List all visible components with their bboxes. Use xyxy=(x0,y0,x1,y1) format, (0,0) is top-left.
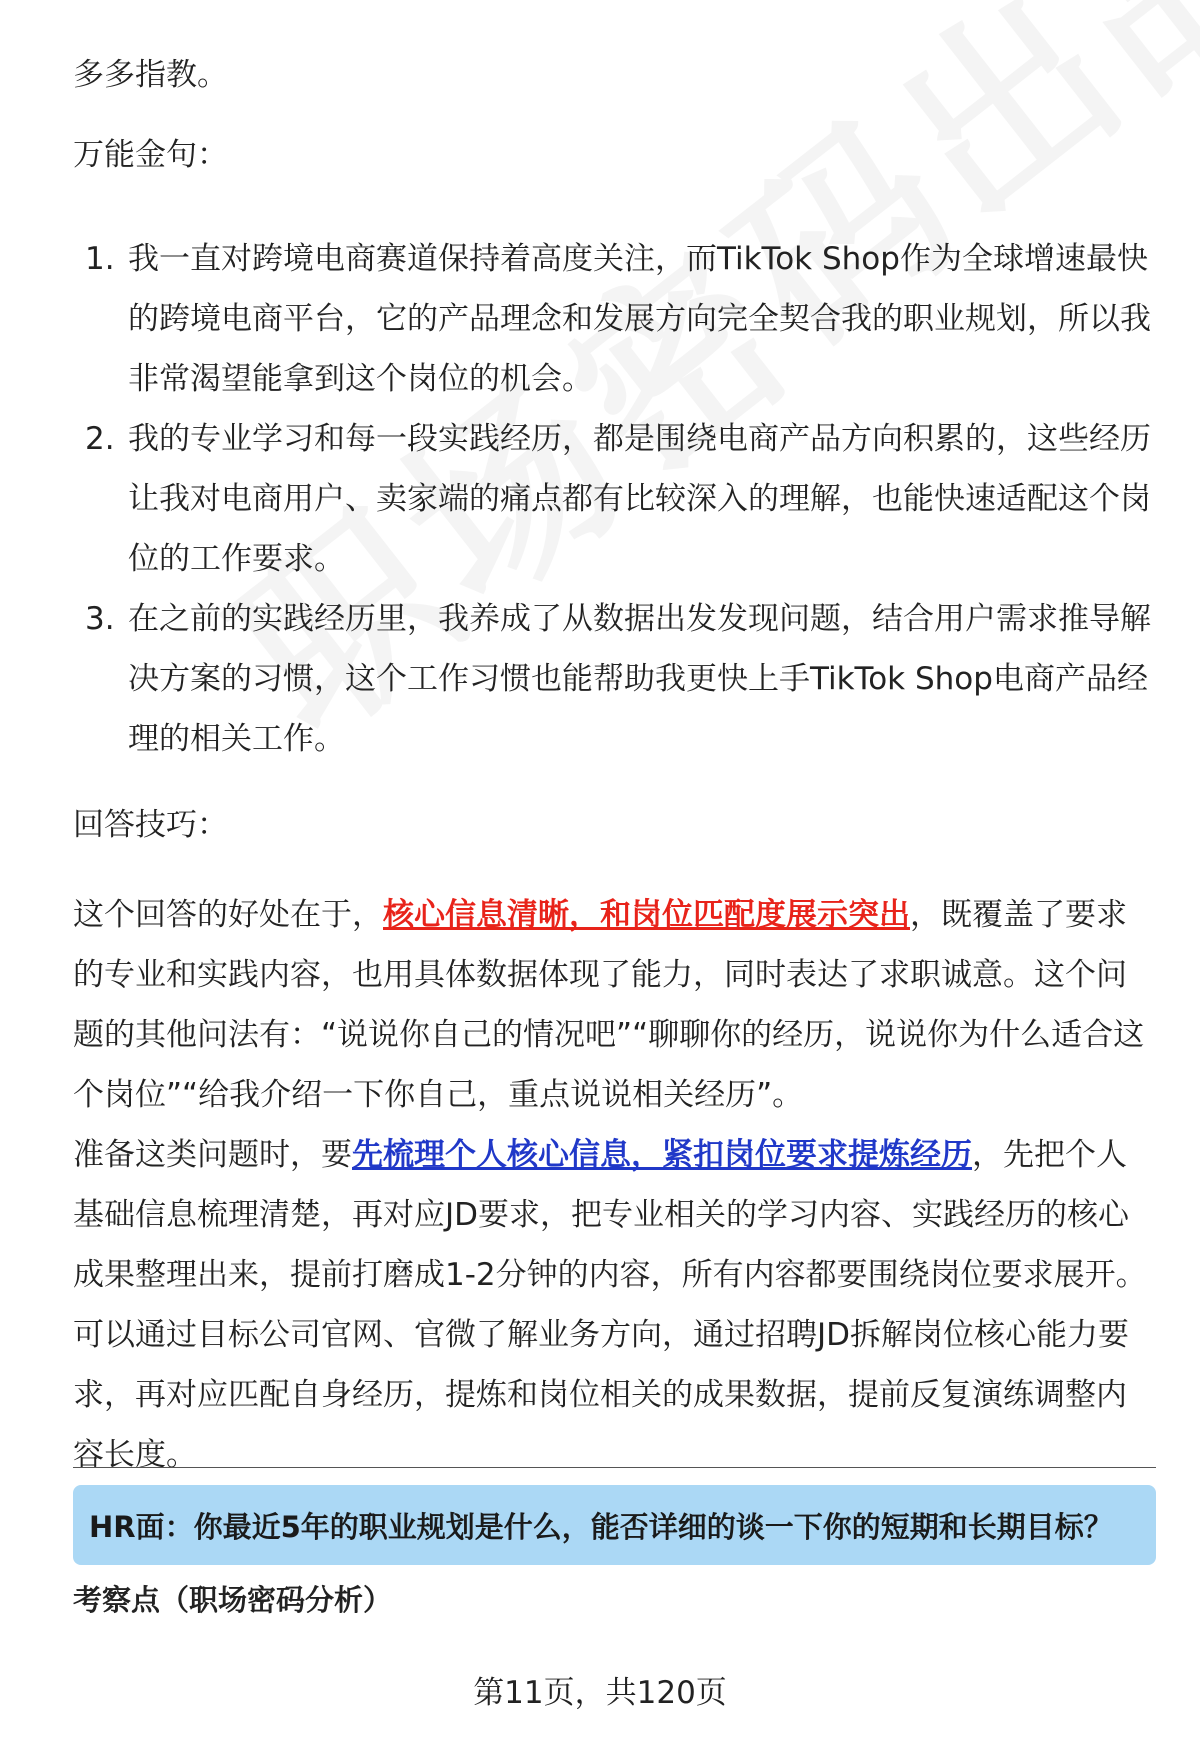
tips-p2-highlight: 先梳理个人核心信息，紧扣岗位要求提炼经历 xyxy=(352,1137,972,1173)
intro-tail: 多多指教。 xyxy=(73,57,228,93)
list-item xyxy=(73,409,1153,589)
section-divider xyxy=(73,1467,1156,1468)
list-number: 1. xyxy=(85,241,115,277)
tips-p1-before: 这个回答的好处在于， xyxy=(73,897,383,933)
page-footer: 第11页，共120页 xyxy=(473,1675,727,1711)
tips-p1-highlight: 核心信息清晰，和岗位匹配度展示突出 xyxy=(383,897,910,933)
golden-title: 万能金句： xyxy=(73,137,228,173)
tips-p1-after: ，既覆盖了要求的专业和实践内容，也用具体数据体现了能力，同时表达了求职诚意。这个问题的其他问法有：“说说你自己的情况吧”“聊聊你的经历，说说你为什么适合这个岗位”“给我介绍一下你自己，重点说说相关经历”。 xyxy=(73,897,1145,1113)
analysis-title: 考察点（职场密码分析） xyxy=(73,1583,393,1617)
list-number: 2. xyxy=(85,421,115,457)
list-text: 在之前的实践经历里，我养成了从数据出发发现问题，结合用户需求推导解决方案的习惯，这个工作习惯也能帮助我更快上手TikTok Shop电商产品经理的相关工作。 xyxy=(128,601,1151,757)
question-box xyxy=(73,1485,1156,1565)
tips-p2-after: ，先把个人基础信息梳理清楚，再对应JD要求，把专业相关的学习内容、实践经历的核心成果整理出来，提前打磨成1-2分钟的内容，所有内容都要围绕岗位要求展开。可以通过目标公司官网、官微了解业务方向，通过招聘JD拆解岗位核心能力要求，再对应匹配自身经历，提炼和岗位相关的成果数据，提前反复演练调整内容长度。 xyxy=(73,1137,1147,1473)
tips-p2-before: 准备这类问题时，要 xyxy=(73,1137,352,1173)
tips-title: 回答技巧： xyxy=(73,807,228,843)
list-text: 我的专业学习和每一段实践经历，都是围绕电商产品方向积累的，这些经历让我对电商用户、卖家端的痛点都有比较深入的理解，也能快速适配这个岗位的工作要求。 xyxy=(128,421,1151,577)
question-text: HR面：你最近5年的职业规划是什么，能否详细的谈一下你的短期和长期目标？ xyxy=(89,1509,1113,1544)
list-number: 3. xyxy=(85,601,115,637)
golden-list xyxy=(73,229,1153,769)
list-item xyxy=(73,229,1153,409)
list-item xyxy=(73,589,1153,769)
tips-paragraph-1 xyxy=(73,885,1153,1125)
tips-paragraph-2 xyxy=(73,1125,1153,1485)
list-text: 我一直对跨境电商赛道保持着高度关注，而TikTok Shop作为全球增速最快的跨境电商平台，它的产品理念和发展方向完全契合我的职业规划，所以我非常渴望能拿到这个岗位的机会。 xyxy=(128,241,1151,397)
